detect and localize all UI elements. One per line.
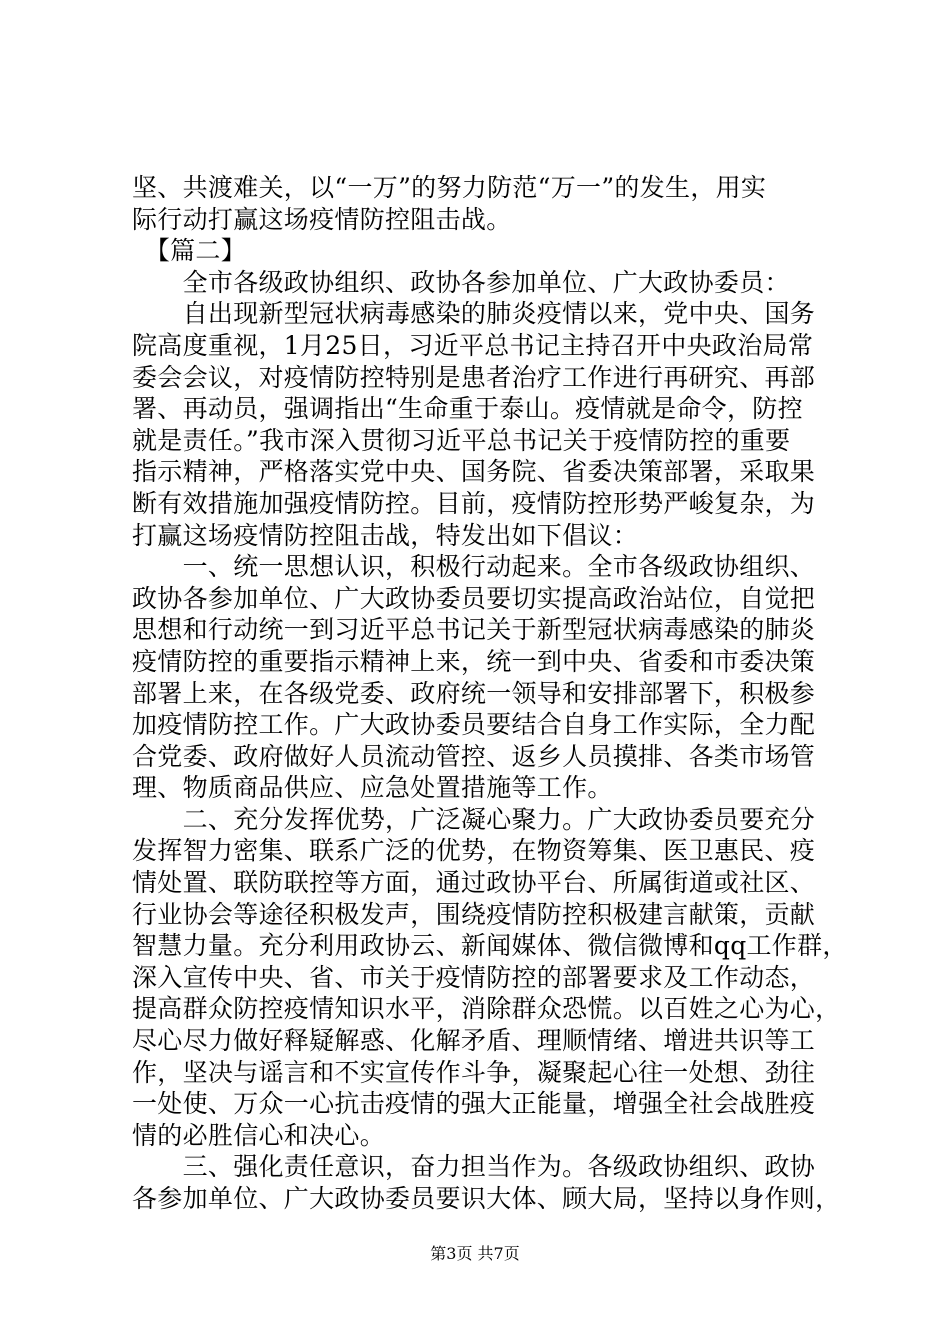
- page-footer: [0, 1244, 950, 1264]
- text-line: 作，坚决与谣言和不实宣传作斗争，凝聚起心往一处想、劲往: [132, 1057, 816, 1087]
- text-line: 一、统一思想认识，积极行动起来。全市各级政协组织、: [132, 552, 816, 582]
- text-line: 疫情防控的重要指示精神上来，统一到中央、省委和市委决策: [132, 646, 816, 676]
- text-line: 际行动打赢这场疫情防控阻击战。: [132, 204, 512, 234]
- document-body: [132, 172, 848, 1215]
- text-line: 署、再动员，强调指出“生命重于泰山。疫情就是命令，防控: [132, 394, 803, 424]
- text-line: 提高群众防控疫情知识水平，消除群众恐慌。以百姓之心为心，: [132, 994, 841, 1024]
- text-line: 院高度重视，1月25日，习近平总书记主持召开中央政治局常: [132, 330, 814, 360]
- text-line: 部署上来，在各级党委、政府统一领导和安排部署下，积极参: [132, 678, 816, 708]
- text-line: 理、物质商品供应、应急处置措施等工作。: [132, 773, 613, 803]
- text-line: 深入宣传中央、省、市关于疫情防控的部署要求及工作动态，: [132, 962, 816, 992]
- text-line: 坚、共渡难关，以“一万”的努力防范“万一”的发生，用实: [132, 173, 767, 202]
- text-line: 委会会议，对疫情防控特别是患者治疗工作进行再研究、再部: [132, 362, 816, 392]
- text-line: 政协各参加单位、广大政协委员要切实提高政治站位，自觉把: [132, 583, 816, 613]
- text-line: 情处置、联防联控等方面，通过政协平台、所属街道或社区、: [132, 868, 816, 898]
- text-line: 指示精神，严格落实党中央、国务院、省委决策部署，采取果: [132, 457, 816, 487]
- text-line: 断有效措施加强疫情防控。目前，疫情防控形势严峻复杂，为: [132, 488, 816, 518]
- text-line: 自出现新型冠状病毒感染的肺炎疫情以来，党中央、国务: [132, 299, 816, 329]
- text-line: 行业协会等途径积极发声，围绕疫情防控积极建言献策，贡献: [132, 899, 816, 929]
- text-line: 发挥智力密集、联系广泛的优势，在物资筹集、医卫惠民、疫: [132, 836, 816, 866]
- text-line: 三、强化责任意识，奋力担当作为。各级政协组织、政协: [132, 1152, 816, 1182]
- text-line: 就是责任。”我市深入贯彻习近平总书记关于疫情防控的重要: [132, 425, 791, 455]
- text-line: 思想和行动统一到习近平总书记关于新型冠状病毒感染的肺炎: [132, 615, 816, 645]
- section-heading: 【篇二】: [132, 236, 247, 266]
- text-line: 情的必胜信心和决心。: [132, 1120, 386, 1150]
- text-line: 加疫情防控工作。广大政协委员要结合自身工作实际，全力配: [132, 710, 816, 740]
- text-line: 一处使、万众一心抗击疫情的强大正能量，增强全社会战胜疫: [132, 1089, 816, 1119]
- salutation-line: 全市各级政协组织、政协各参加单位、广大政协委员：: [132, 267, 790, 297]
- text-line: 尽心尽力做好释疑解惑、化解矛盾、理顺情绪、增进共识等工: [132, 1026, 816, 1056]
- text-line: 各参加单位、广大政协委员要识大体、顾大局，坚持以身作则，: [132, 1184, 841, 1213]
- text-line: 打赢这场疫情防控阻击战，特发出如下倡议：: [132, 520, 639, 550]
- text-line: 合党委、政府做好人员流动管控、返乡人员摸排、各类市场管: [132, 741, 816, 771]
- page-number: 第3页 共7页: [430, 1244, 520, 1263]
- text-line: 二、充分发挥优势，广泛凝心聚力。广大政协委员要充分: [132, 804, 816, 834]
- text-line: 智慧力量。充分利用政协云、新闻媒体、微信微博和qq工作群，: [132, 931, 848, 961]
